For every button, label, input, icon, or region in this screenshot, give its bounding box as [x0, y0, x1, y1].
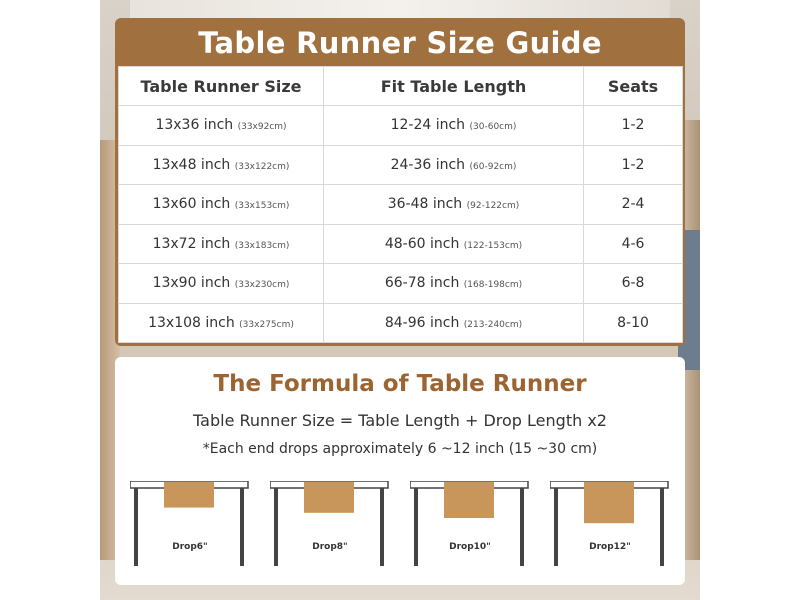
fit-length-inch: 12-24 inch: [390, 117, 466, 134]
runner-size-cm: (33x153cm): [234, 201, 290, 212]
drop-label: Drop10": [449, 542, 491, 552]
table-icon: [550, 481, 670, 571]
size-guide-title: Table Runner Size Guide: [198, 26, 602, 60]
formula-equation: Table Runner Size = Table Length + Drop Length x2: [193, 411, 607, 430]
runner-size-cell: [119, 224, 324, 264]
fit-length-inch: 24-36 inch: [390, 156, 466, 173]
fit-length-cell: [324, 303, 584, 343]
seats-cell: 1-2: [584, 106, 683, 146]
header-runner-size: Table Runner Size: [119, 67, 324, 106]
fit-length-cell: [324, 224, 584, 264]
table-row: [119, 224, 683, 264]
size-guide-panel: [115, 18, 685, 346]
runner-drop-shape: [164, 482, 214, 508]
table-row: [119, 264, 683, 304]
fit-length-cell: [324, 264, 584, 304]
runner-size-cell: [119, 106, 324, 146]
seats-cell: 8-10: [584, 303, 683, 343]
table-icon: [410, 481, 530, 571]
runner-size-cell: [119, 145, 324, 185]
runner-drop-shape: [584, 482, 634, 523]
runner-size-inch: 13x108 inch: [148, 314, 235, 331]
fit-length-cm: (213-240cm): [463, 319, 523, 330]
drop-diagram: [130, 481, 250, 571]
formula-title: The Formula of Table Runner: [213, 371, 587, 397]
runner-size-cell: [119, 185, 324, 225]
formula-panel: [115, 357, 685, 585]
fit-length-inch: 66-78 inch: [384, 275, 460, 292]
runner-drop-shape: [444, 482, 494, 518]
runner-size-cm: (33x275cm): [239, 319, 294, 330]
fit-length-cell: [324, 106, 584, 146]
runner-size-cm: (33x230cm): [234, 280, 290, 291]
drop-label: Drop6": [172, 542, 208, 552]
drop-label: Drop12": [589, 542, 631, 552]
runner-size-cm: (33x92cm): [237, 122, 287, 133]
fit-length-cm: (30-60cm): [469, 122, 517, 133]
drop-label: Drop8": [312, 542, 348, 552]
table-icon: [270, 481, 390, 571]
runner-size-cm: (33x183cm): [234, 240, 290, 251]
seats-cell: 1-2: [584, 145, 683, 185]
runner-size-cell: [119, 303, 324, 343]
seats-cell: 6-8: [584, 264, 683, 304]
size-table: [118, 66, 683, 343]
runner-size-cell: [119, 264, 324, 304]
runner-size-inch: 13x60 inch: [152, 196, 231, 213]
fit-length-inch: 84-96 inch: [384, 314, 460, 331]
fit-length-cell: [324, 145, 584, 185]
fit-length-inch: 36-48 inch: [387, 196, 463, 213]
runner-size-inch: 13x48 inch: [152, 156, 231, 173]
table-row: [119, 106, 683, 146]
fit-length-cm: (60-92cm): [469, 161, 517, 172]
drop-diagram: [270, 481, 390, 571]
table-row: [119, 145, 683, 185]
fit-length-cm: (122-153cm): [463, 240, 523, 251]
runner-size-inch: 13x72 inch: [152, 235, 231, 252]
fit-length-cell: [324, 185, 584, 225]
table-row: [119, 185, 683, 225]
drop-diagram: [410, 481, 530, 571]
background-window: [130, 0, 670, 20]
size-table-header-row: [119, 67, 683, 106]
fit-length-inch: 48-60 inch: [384, 235, 460, 252]
table-row: [119, 303, 683, 343]
fit-length-cm: (92-122cm): [466, 201, 520, 212]
header-seats: Seats: [584, 67, 683, 106]
fit-length-cm: (168-198cm): [463, 280, 523, 291]
table-icon: [130, 481, 250, 571]
formula-note: *Each end drops approximately 6 ~12 inch (15 ~30 cm): [202, 441, 598, 457]
header-fit-length: Fit Table Length: [324, 67, 584, 106]
runner-size-inch: 13x36 inch: [155, 117, 234, 134]
runner-size-cm: (33x122cm): [234, 161, 290, 172]
seats-cell: 2-4: [584, 185, 683, 225]
runner-size-inch: 13x90 inch: [152, 275, 231, 292]
runner-drop-shape: [304, 482, 354, 513]
drop-diagram: [550, 481, 670, 571]
seats-cell: 4-6: [584, 224, 683, 264]
